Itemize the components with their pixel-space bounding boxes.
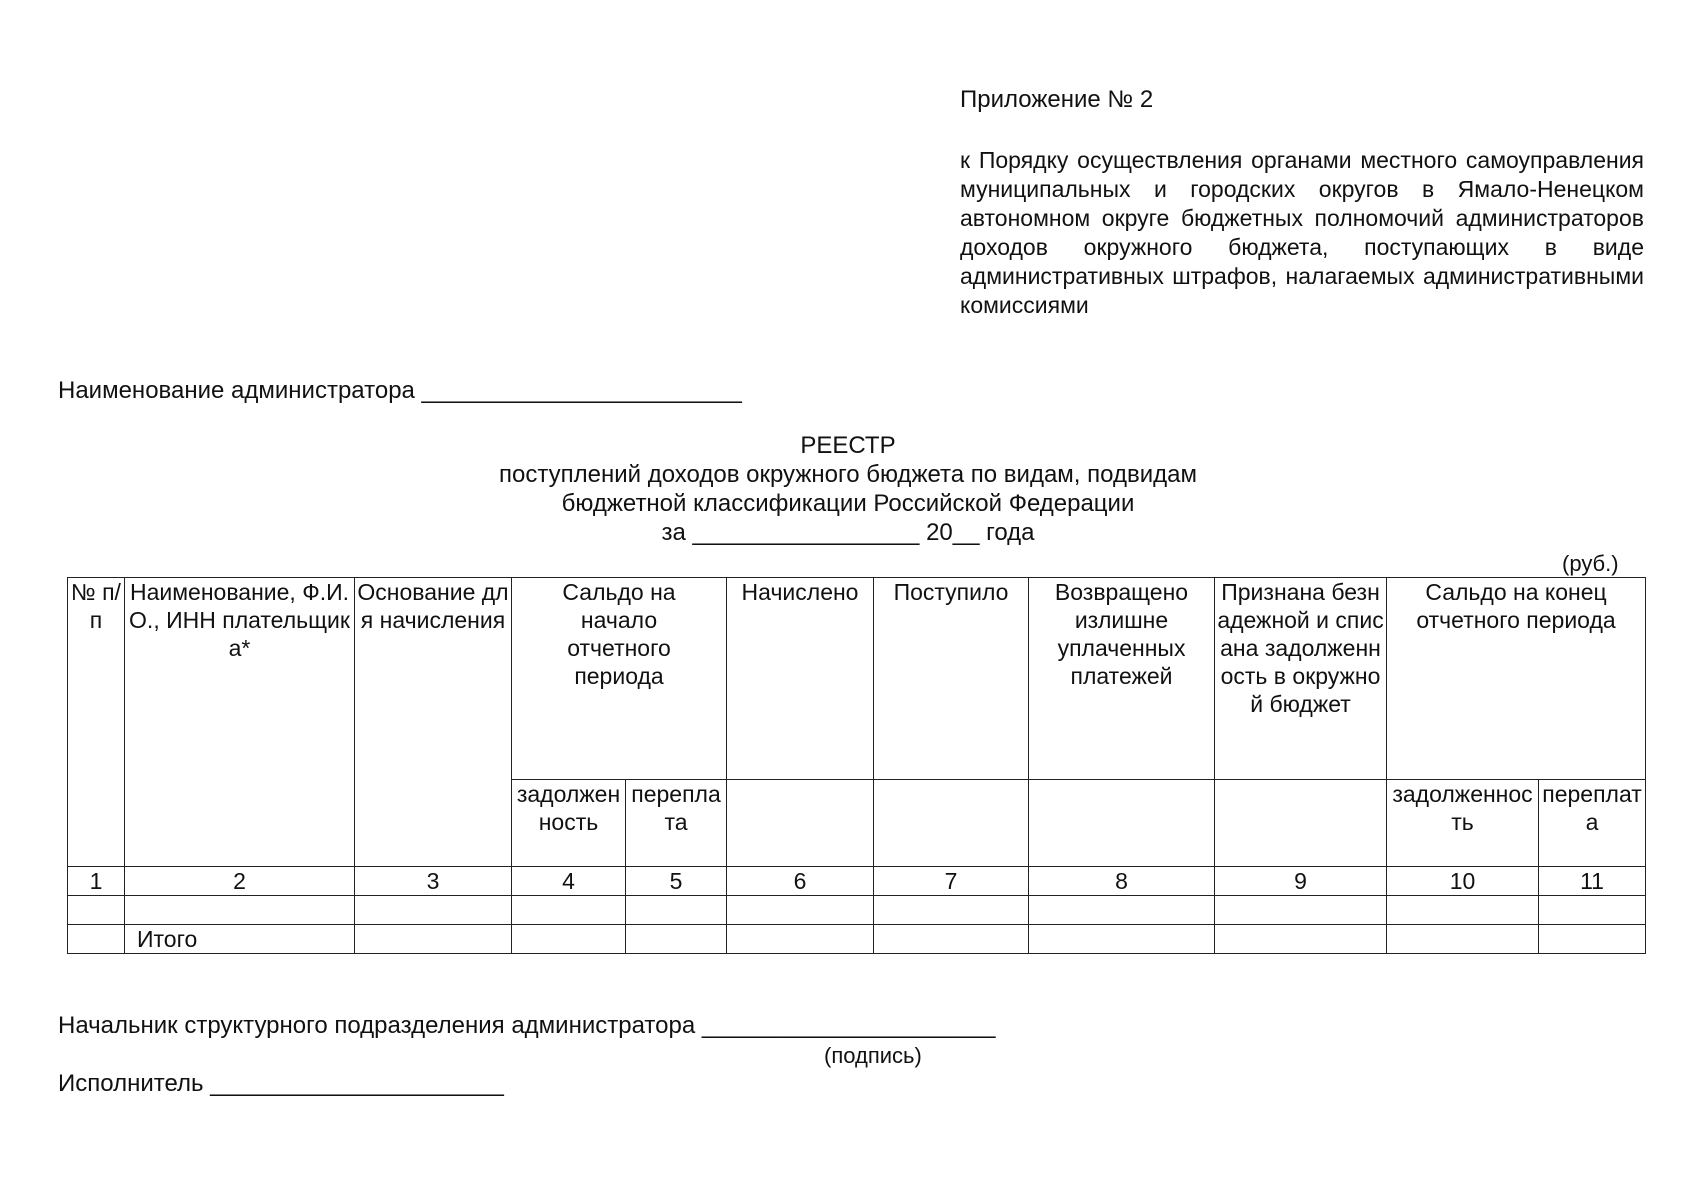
header-closing-balance: Сальдо на конец отчетного периода bbox=[1387, 578, 1646, 780]
registry-table bbox=[67, 577, 1646, 954]
col-number: 4 bbox=[512, 867, 626, 896]
header-opening-overpayment: переплата bbox=[626, 780, 727, 867]
header-closing-debt: задолженность bbox=[1387, 780, 1539, 867]
col-number: 10 bbox=[1387, 867, 1539, 896]
col-number: 3 bbox=[355, 867, 512, 896]
col-number: 7 bbox=[874, 867, 1029, 896]
administrator-name-line: Наименование администратора ________________________ bbox=[58, 377, 742, 404]
executor-line: Исполнитель ______________________ bbox=[58, 1070, 504, 1097]
col-number: 2 bbox=[125, 867, 355, 896]
header-received: Поступило bbox=[874, 578, 1029, 780]
col-number: 11 bbox=[1539, 867, 1646, 896]
register-period: за _________________ 20__ года bbox=[661, 519, 1035, 546]
header-empty-refunded bbox=[1029, 780, 1215, 867]
header-written-off: Признана безнадежной и списана задолженность в окружной бюджет bbox=[1215, 578, 1387, 780]
appendix-text: к Порядку осуществления органами местного самоуправления муниципальных и городских округов в Ямало-Ненецком автономном округе бюджетных полномочий администраторов доходов окружного бюджета, поступающих в виде административных штрафов, налагаемых административными комиссиями bbox=[960, 147, 1644, 318]
signature-caption: (подпись) bbox=[824, 1043, 922, 1068]
col-number: 6 bbox=[727, 867, 874, 896]
table-row bbox=[68, 896, 1646, 925]
col-number: 1 bbox=[68, 867, 125, 896]
header-empty-written-off bbox=[1215, 780, 1387, 867]
appendix-title: Приложение № 2 bbox=[960, 86, 1154, 113]
register-subtitle-1: поступлений доходов окружного бюджета по видам, подвидам bbox=[499, 461, 1197, 488]
head-signature-line: Начальник структурного подразделения администратора ______________________ bbox=[58, 1012, 996, 1039]
header-num: № п/п bbox=[68, 578, 125, 867]
header-basis: Основание для начисления bbox=[355, 578, 512, 867]
header-opening-balance: Сальдо на начало отчетного периода bbox=[512, 578, 727, 780]
total-label: Итого bbox=[125, 925, 355, 954]
register-subtitle-2: бюджетной классификации Российской Федерации bbox=[561, 490, 1135, 517]
total-row bbox=[68, 925, 1646, 954]
header-opening-debt: задолженность bbox=[512, 780, 626, 867]
currency-unit: (руб.) bbox=[1562, 551, 1619, 576]
header-accrued: Начислено bbox=[727, 578, 874, 780]
header-closing-overpayment: переплата bbox=[1539, 780, 1646, 867]
header-refunded: Возвращено излишне уплаченных платежей bbox=[1029, 578, 1215, 780]
col-number: 8 bbox=[1029, 867, 1215, 896]
register-title: РЕЕСТР bbox=[800, 432, 896, 459]
header-empty-accrued bbox=[727, 780, 874, 867]
header-payer-name: Наименование, Ф.И.О., ИНН плательщика* bbox=[125, 578, 355, 867]
column-number-row bbox=[68, 867, 1646, 896]
header-empty-received bbox=[874, 780, 1029, 867]
col-number: 9 bbox=[1215, 867, 1387, 896]
col-number: 5 bbox=[626, 867, 727, 896]
